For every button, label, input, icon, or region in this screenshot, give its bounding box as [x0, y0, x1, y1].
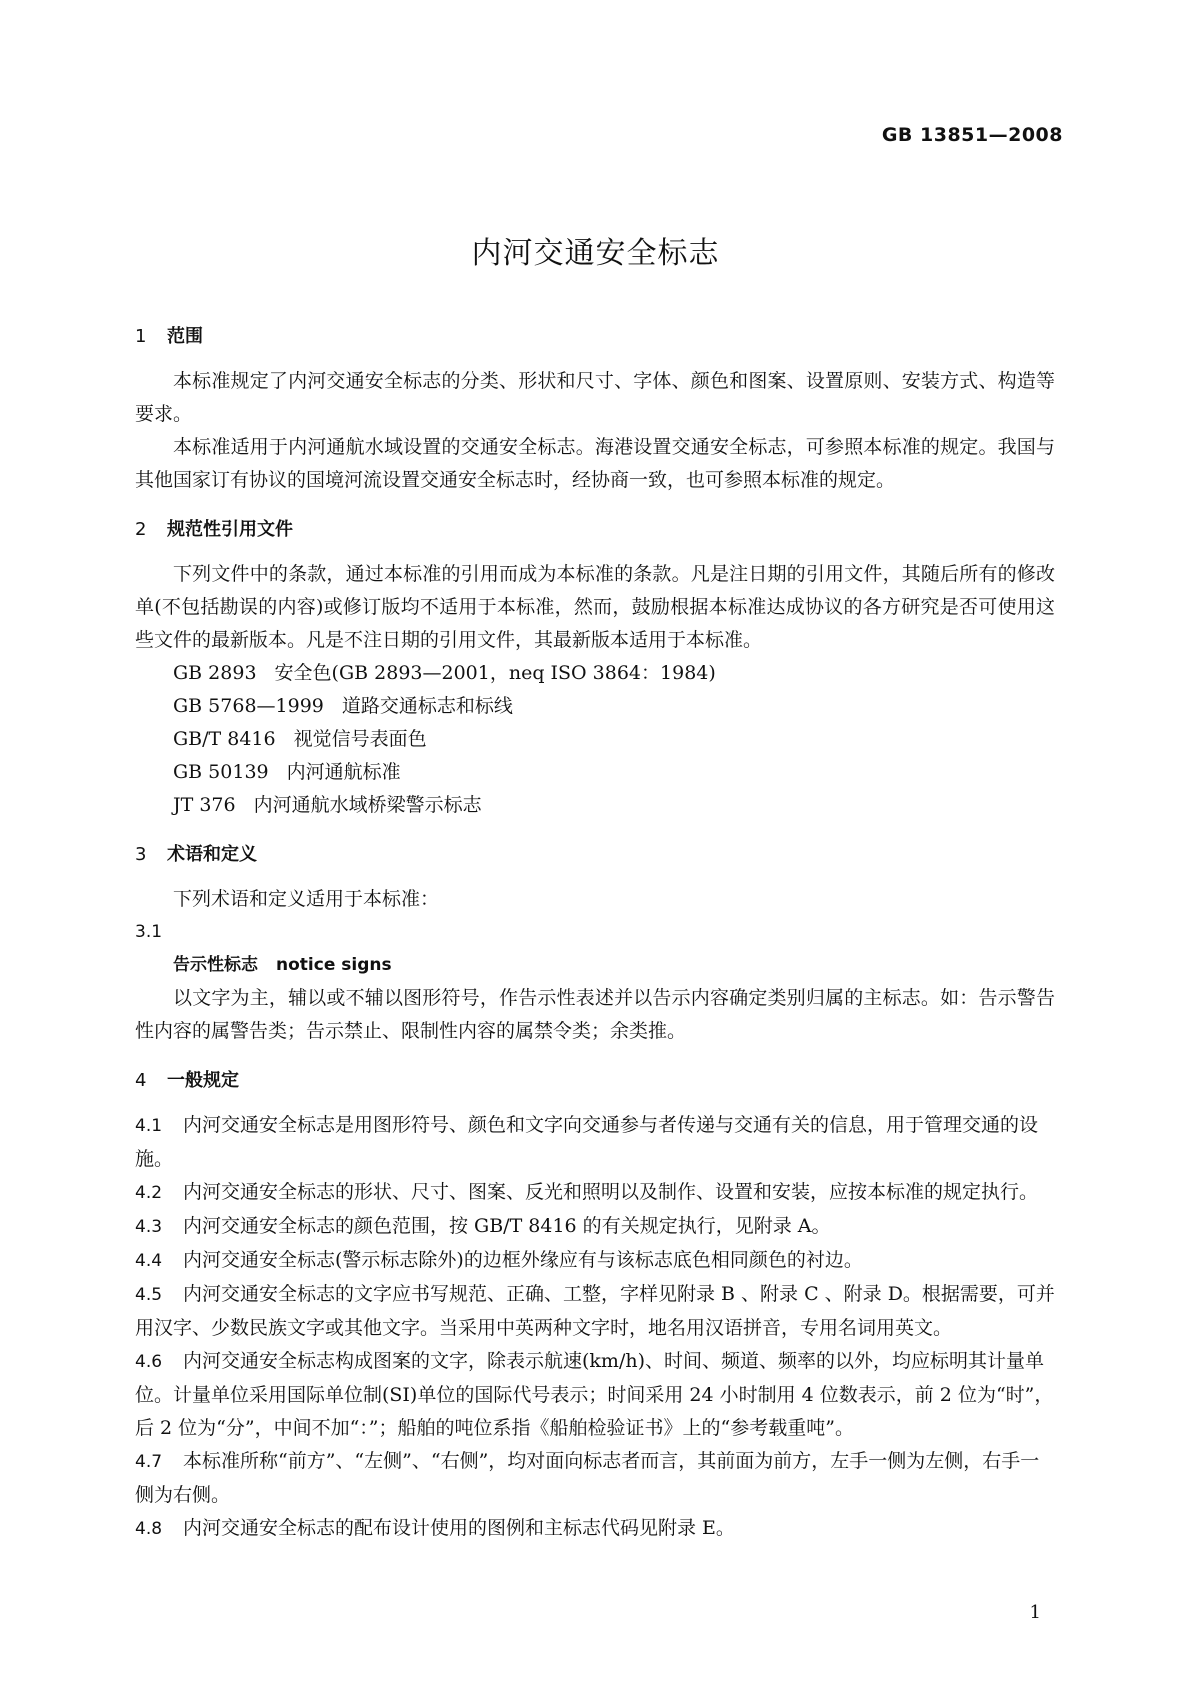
- section-number: 4: [135, 1070, 147, 1091]
- document-title: 内河交通安全标志: [471, 236, 720, 271]
- clause-number: 4.5: [135, 1285, 163, 1305]
- clause: [135, 1445, 1055, 1512]
- document-body: [135, 320, 1055, 1562]
- reference-code: GB 5768—1999: [173, 695, 324, 717]
- section-heading: [135, 513, 1055, 546]
- reference-code: GB/T 8416: [173, 728, 276, 750]
- paragraph: 本标准规定了内河交通安全标志的分类、形状和尺寸、字体、颜色和图案、设置原则、安装方式、构造等要求。: [135, 370, 1055, 425]
- clause: [135, 1278, 1055, 1345]
- section-general-provisions: [135, 1064, 1055, 1546]
- term-english: notice signs: [276, 955, 392, 975]
- term-definition: 以文字为主，辅以或不辅以图形符号，作告示性表述并以告示内容确定类别归属的主标志。如：告示警告性内容的属警告类；告示禁止、限制性内容的属禁令类；余类推。: [135, 987, 1055, 1042]
- reference-title: 内河通航水域桥梁警示标志: [253, 794, 482, 816]
- clause-text: 内河交通安全标志的配布设计使用的图例和主标志代码见附录 E。: [183, 1517, 735, 1539]
- clause-text: 内河交通安全标志(警示标志除外)的边框外缘应有与该标志底色相同颜色的衬边。: [183, 1249, 863, 1271]
- section-terms-definitions: [135, 838, 1055, 1048]
- paragraph: 本标准适用于内河通航水域设置的交通安全标志。海港设置交通安全标志，可参照本标准的规定。我国与其他国家订有协议的国境河流设置交通安全标志时，经协商一致，也可参照本标准的规定。: [135, 436, 1055, 491]
- section-number: 3: [135, 844, 147, 865]
- reference-item: [135, 723, 1055, 756]
- reference-item: [135, 756, 1055, 789]
- section-scope: [135, 320, 1055, 497]
- section-normative-references: [135, 513, 1055, 822]
- clause-text: 内河交通安全标志构成图案的文字，除表示航速(km/h)、时间、频道、频率的以外，均应标明其计量单位。计量单位采用国际单位制(SI)单位的国际代号表示；时间采用 24 小时制用 4 位数表示，前 2 位为“时”，后 2 位为“分”，中间不加“：”；船舶的吨位系指《船舶检验证书》上的“参考载重吨”。: [135, 1350, 1054, 1439]
- section-title: 范围: [167, 326, 203, 347]
- paragraph: 下列术语和定义适用于本标准：: [173, 888, 440, 910]
- clause-number: 4.8: [135, 1519, 163, 1539]
- clause-text: 内河交通安全标志的颜色范围，按 GB/T 8416 的有关规定执行，见附录 A。: [183, 1215, 831, 1237]
- clause: [135, 1244, 1055, 1278]
- reference-title: 内河通航标准: [286, 761, 401, 783]
- paragraph: 下列文件中的条款，通过本标准的引用而成为本标准的条款。凡是注日期的引用文件，其随后所有的修改单(不包括勘误的内容)或修订版均不适用于本标准，然而，鼓励根据本标准达成协议的各方研究是否可使用这些文件的最新版本。凡是不注日期的引用文件，其最新版本适用于本标准。: [135, 563, 1055, 651]
- clause: [135, 1512, 1055, 1546]
- section-title: 术语和定义: [167, 844, 257, 865]
- section-title: 一般规定: [167, 1070, 239, 1091]
- term-number: 3.1: [135, 922, 163, 942]
- clause-number: 4.4: [135, 1251, 163, 1271]
- reference-title: 安全色(GB 2893—2001，neq ISO 3864：1984): [274, 662, 716, 684]
- reference-item: [135, 789, 1055, 822]
- clause: [135, 1109, 1055, 1176]
- clause-number: 4.1: [135, 1116, 163, 1136]
- reference-code: JT 376: [173, 794, 236, 816]
- term-chinese: 告示性标志: [173, 955, 258, 975]
- clause: [135, 1210, 1055, 1244]
- reference-item: [135, 690, 1055, 723]
- term-name: [135, 949, 1055, 982]
- clause-text: 内河交通安全标志是用图形符号、颜色和文字向交通参与者传递与交通有关的信息，用于管理交通的设施。: [135, 1114, 1039, 1170]
- standard-code: GB 13851—2008: [881, 124, 1063, 146]
- reference-code: GB 2893: [173, 662, 257, 684]
- clause-text: 本标准所称“前方”、“左侧”、“右侧”，均对面向标志者而言，其前面为前方，左手一侧为左侧，右手一侧为右侧。: [135, 1450, 1040, 1506]
- page-number: 1: [1029, 1602, 1041, 1623]
- section-number: 1: [135, 326, 147, 347]
- section-heading: [135, 320, 1055, 353]
- clause-text: 内河交通安全标志的形状、尺寸、图案、反光和照明以及制作、设置和安装，应按本标准的规定执行。: [183, 1181, 1039, 1203]
- clause-number: 4.7: [135, 1452, 163, 1472]
- clause-text: 内河交通安全标志的文字应书写规范、正确、工整，字样见附录 B 、附录 C 、附录 D。根据需要，可并用汉字、少数民族文字或其他文字。当采用中英两种文字时，地名用汉语拼音，专用名词用英文。: [135, 1283, 1055, 1339]
- reference-item: [135, 657, 1055, 690]
- section-heading: [135, 1064, 1055, 1097]
- section-title: 规范性引用文件: [167, 519, 293, 540]
- reference-title: 视觉信号表面色: [293, 728, 427, 750]
- reference-title: 道路交通标志和标线: [341, 695, 513, 717]
- section-number: 2: [135, 519, 147, 540]
- clause-number: 4.6: [135, 1352, 163, 1372]
- clause: [135, 1176, 1055, 1210]
- clause-number: 4.3: [135, 1217, 163, 1237]
- reference-code: GB 50139: [173, 761, 269, 783]
- clause-number: 4.2: [135, 1183, 163, 1203]
- clause: [135, 1345, 1055, 1445]
- section-heading: [135, 838, 1055, 871]
